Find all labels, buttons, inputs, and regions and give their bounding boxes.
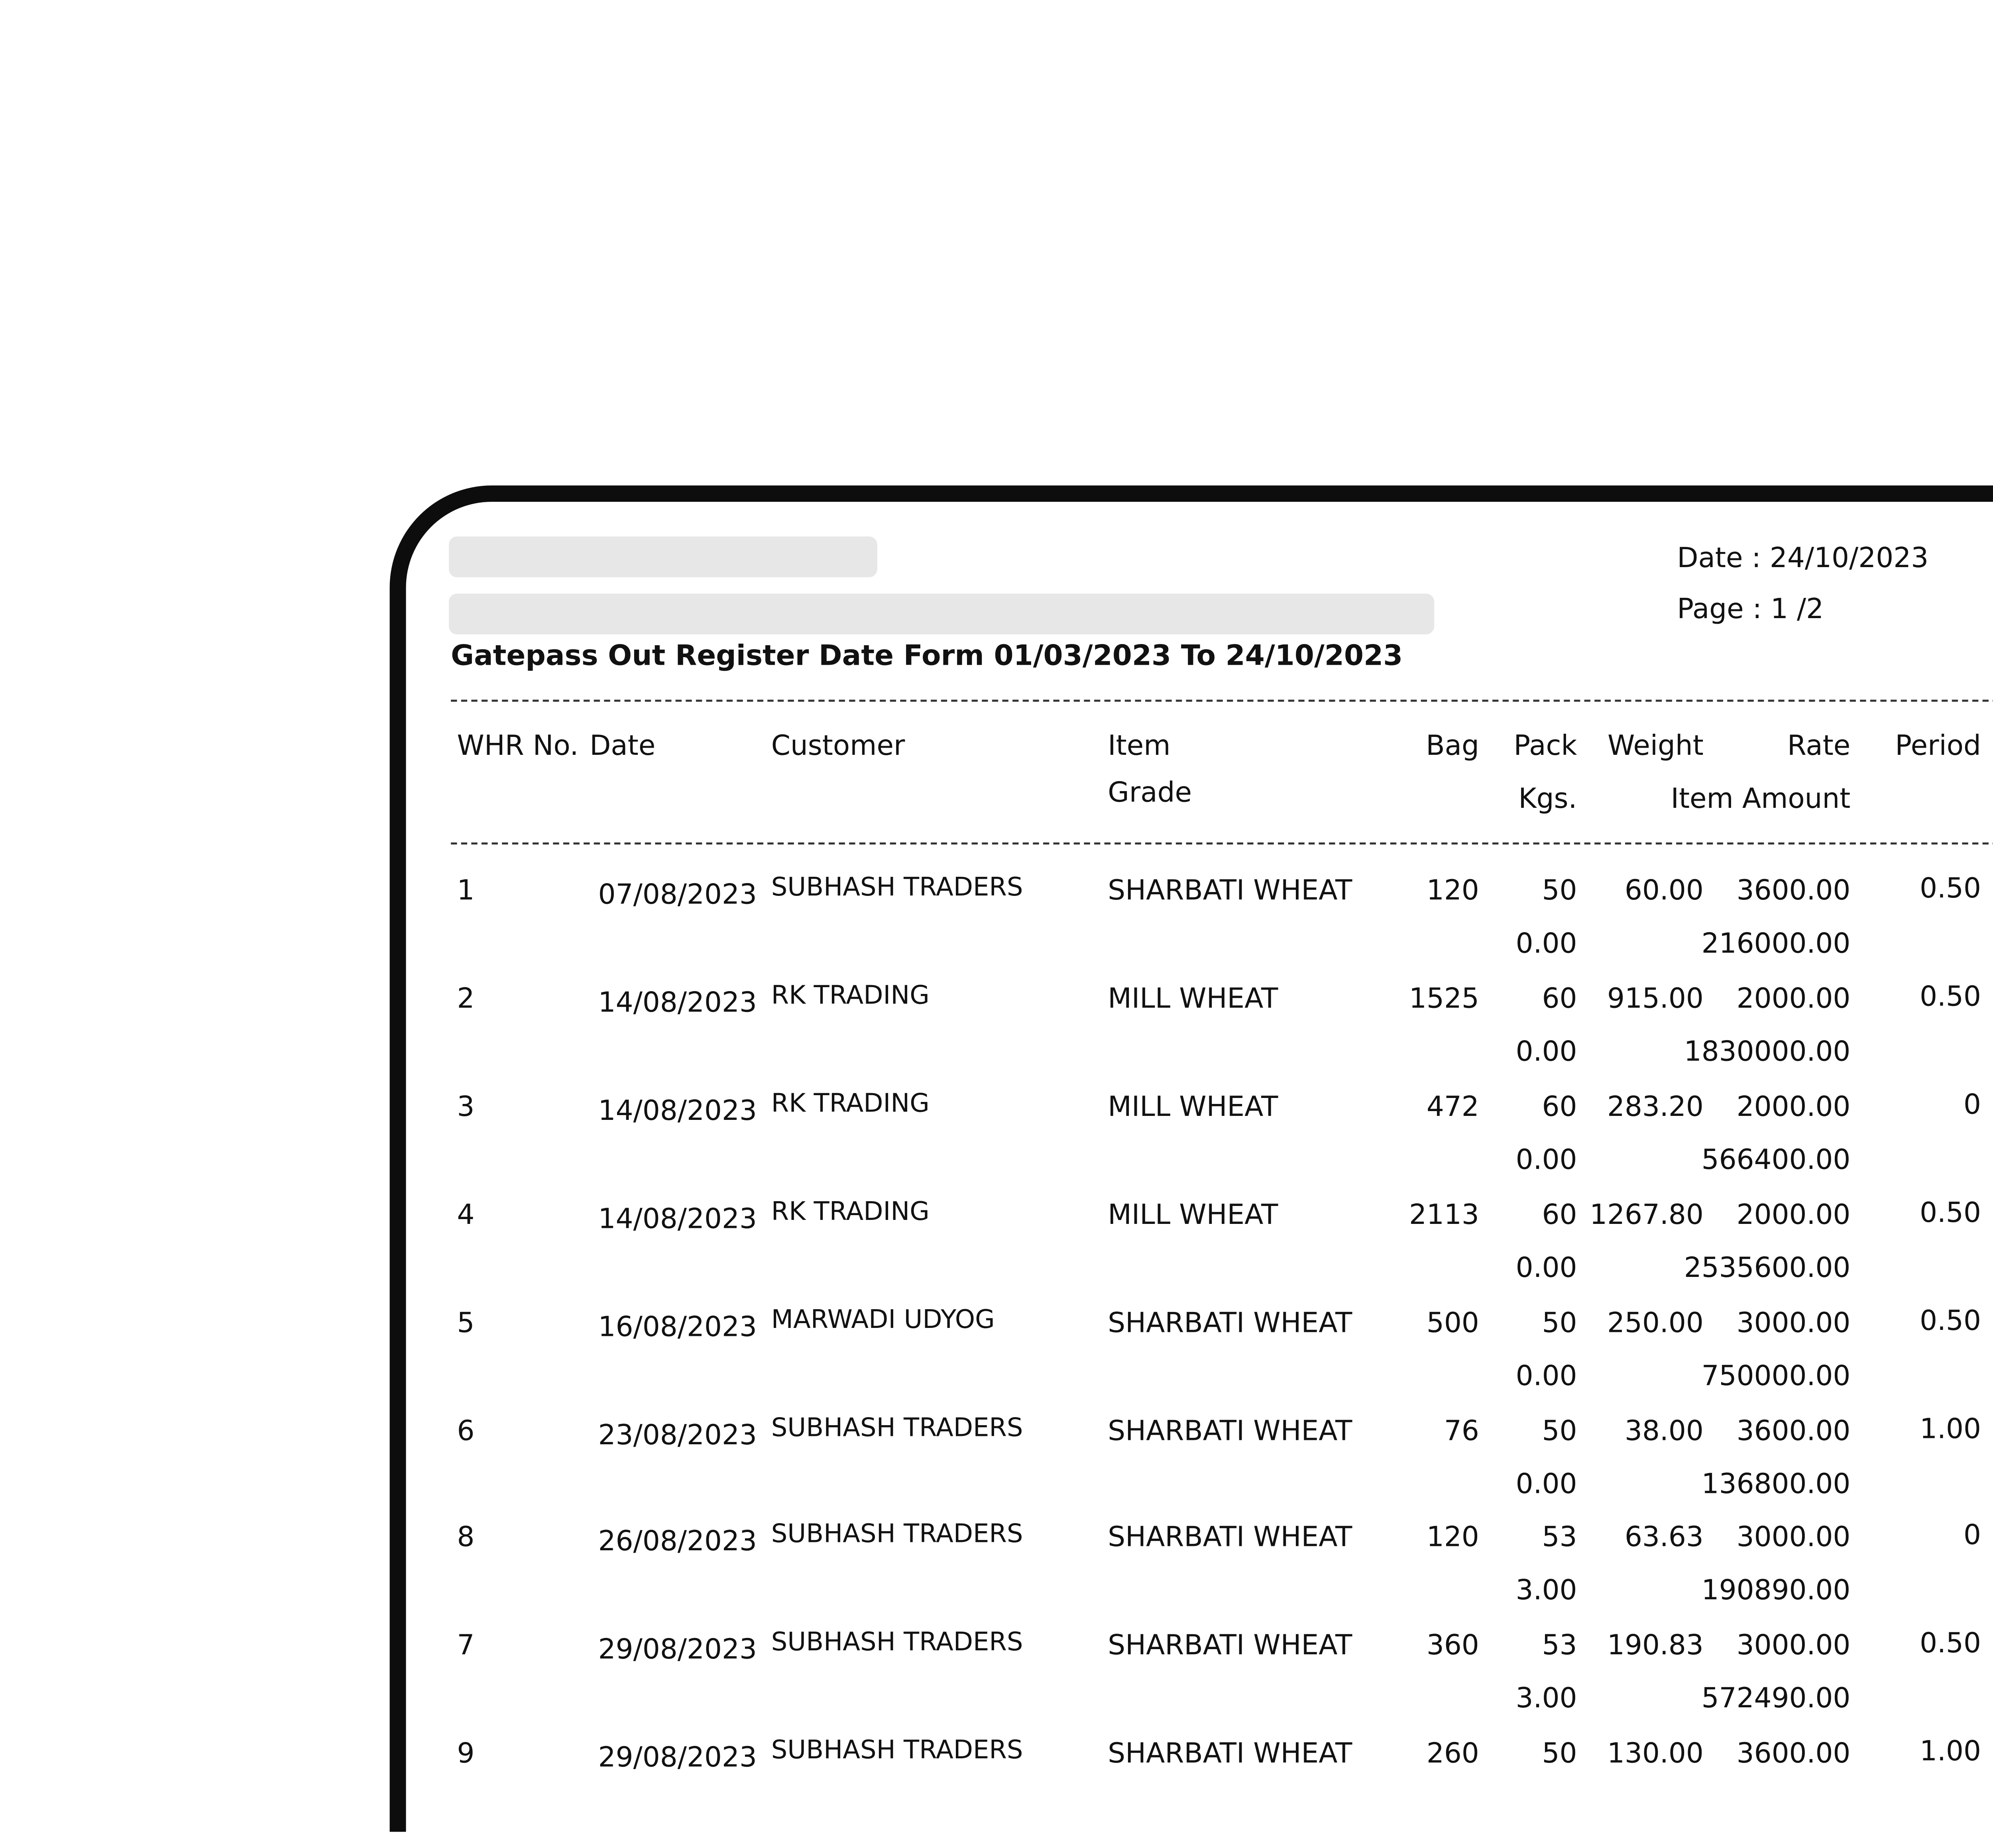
row-weight: 915.00 xyxy=(1607,983,1704,1016)
report-date: Date : 24/10/2023 xyxy=(1677,542,1929,575)
row-whr-no: 6 xyxy=(457,1414,475,1447)
row-date: 26/08/2023 xyxy=(598,1526,757,1559)
column-header-item: Item xyxy=(1108,730,1171,763)
row-item: SHARBATI WHEAT xyxy=(1108,1522,1352,1555)
row-kgs: 3.00 xyxy=(1515,1575,1577,1608)
row-customer: SUBHASH TRADERS xyxy=(771,1518,1023,1549)
row-pack: 60 xyxy=(1542,1091,1577,1124)
row-whr-no: 1 xyxy=(457,875,475,908)
row-rate: 2000.00 xyxy=(1736,983,1851,1016)
row-item: SHARBATI WHEAT xyxy=(1108,1738,1352,1771)
report-title: Gatepass Out Register Date Form 01/03/2023 To 24/10/2023 xyxy=(451,640,1403,674)
column-header-grade: Grade xyxy=(1108,777,1192,810)
row-customer: RK TRADING xyxy=(771,979,930,1010)
row-kgs: 0.00 xyxy=(1515,928,1577,961)
row-pack: 53 xyxy=(1542,1522,1577,1555)
row-customer: SUBHASH TRADERS xyxy=(771,871,1023,902)
row-date: 29/08/2023 xyxy=(598,1634,757,1667)
redacted-company-address xyxy=(449,593,1434,634)
column-header-date: Date xyxy=(590,730,656,763)
row-amount xyxy=(1957,1142,1993,1174)
column-header-stor-rate xyxy=(1957,730,1993,763)
row-stor-rate xyxy=(1957,981,1993,1013)
row-pack: 50 xyxy=(1542,875,1577,908)
header-top-rule xyxy=(451,700,1993,702)
row-rate: 3600.00 xyxy=(1736,875,1851,908)
row-pack: 60 xyxy=(1542,1199,1577,1231)
row-whr-no: 2 xyxy=(457,983,475,1016)
column-header-item-amount: Item Amount xyxy=(1671,783,1851,816)
row-rate: 3000.00 xyxy=(1736,1306,1851,1339)
row-item: MILL WHEAT xyxy=(1108,983,1278,1016)
row-stor-rate xyxy=(1957,1197,1993,1229)
row-period: 1.00 xyxy=(1920,1412,1981,1445)
row-whr-no: 3 xyxy=(457,1091,475,1124)
row-amount xyxy=(1957,1466,1993,1498)
row-pack: 60 xyxy=(1542,983,1577,1016)
row-stor-rate xyxy=(1957,1089,1993,1121)
row-item-amount: 216000.00 xyxy=(1701,928,1851,961)
row-bag: 472 xyxy=(1426,1091,1479,1124)
column-header-amount xyxy=(1957,783,1993,816)
row-item-amount: 1830000.00 xyxy=(1684,1036,1851,1069)
row-customer: SUBHASH TRADERS xyxy=(771,1734,1023,1765)
row-item: SHARBATI WHEAT xyxy=(1108,1306,1352,1339)
row-pack: 53 xyxy=(1542,1630,1577,1663)
report-page[interactable] xyxy=(406,502,1993,1848)
row-stor-rate xyxy=(1957,1305,1993,1337)
row-item-amount: 136800.00 xyxy=(1701,1467,1851,1500)
row-amount xyxy=(1957,1358,1993,1390)
row-customer: SUBHASH TRADERS xyxy=(771,1410,1023,1441)
row-kgs: 0.00 xyxy=(1515,1359,1577,1392)
row-period: 1.00 xyxy=(1920,1736,1981,1769)
row-rate: 3000.00 xyxy=(1736,1630,1851,1663)
row-customer: RK TRADING xyxy=(771,1087,930,1117)
row-amount xyxy=(1957,1034,1993,1066)
row-stor-rate xyxy=(1957,1412,1993,1445)
row-pack: 50 xyxy=(1542,1738,1577,1771)
row-kgs: 0.00 xyxy=(1515,1252,1577,1284)
column-header-bag: Bag xyxy=(1426,730,1479,763)
row-period: 0.50 xyxy=(1920,1304,1981,1337)
row-amount xyxy=(1957,1573,1993,1606)
row-rate: 3600.00 xyxy=(1736,1414,1851,1447)
row-date: 29/08/2023 xyxy=(598,1742,757,1775)
row-customer: MARWADI UDYOG xyxy=(771,1302,995,1333)
row-item-amount: 190890.00 xyxy=(1701,1575,1851,1608)
row-kgs: 0.00 xyxy=(1515,1036,1577,1069)
row-date: 14/08/2023 xyxy=(598,987,757,1020)
row-whr-no: 5 xyxy=(457,1306,475,1339)
row-period: 0.50 xyxy=(1920,981,1981,1014)
column-header-rate: Rate xyxy=(1787,730,1851,763)
row-period: 0 xyxy=(1963,1520,1981,1553)
row-item: SHARBATI WHEAT xyxy=(1108,1414,1352,1447)
row-bag: 2113 xyxy=(1409,1199,1479,1231)
row-date: 07/08/2023 xyxy=(598,879,757,912)
row-item-amount: 750000.00 xyxy=(1701,1359,1851,1392)
column-header-customer: Customer xyxy=(771,730,905,763)
row-customer: RK TRADING xyxy=(771,1194,930,1225)
row-rate: 2000.00 xyxy=(1736,1091,1851,1124)
row-whr-no: 8 xyxy=(457,1522,475,1555)
row-stor-rate xyxy=(1957,1520,1993,1553)
row-item: MILL WHEAT xyxy=(1108,1199,1278,1231)
row-item: MILL WHEAT xyxy=(1108,1091,1278,1124)
row-whr-no: 4 xyxy=(457,1199,475,1231)
row-item: SHARBATI WHEAT xyxy=(1108,875,1352,908)
row-weight: 130.00 xyxy=(1607,1738,1704,1771)
column-header-pack: Pack xyxy=(1513,730,1577,763)
row-item-amount: 566400.00 xyxy=(1701,1144,1851,1177)
row-item-amount: 572490.00 xyxy=(1701,1683,1851,1716)
row-item: SHARBATI WHEAT xyxy=(1108,1630,1352,1663)
row-date: 14/08/2023 xyxy=(598,1095,757,1128)
row-amount xyxy=(1957,1681,1993,1714)
row-weight: 1267.80 xyxy=(1590,1199,1704,1231)
row-kgs: 0.00 xyxy=(1515,1467,1577,1500)
row-rate: 3000.00 xyxy=(1736,1522,1851,1555)
column-header-kgs: Kgs. xyxy=(1518,783,1577,816)
row-stor-rate xyxy=(1957,1736,1993,1769)
column-header-whr-no: WHR No. xyxy=(457,730,579,763)
row-period: 0.50 xyxy=(1920,1196,1981,1229)
row-stor-rate xyxy=(1957,873,1993,906)
row-pack: 50 xyxy=(1542,1306,1577,1339)
row-period: 0 xyxy=(1963,1089,1981,1122)
row-kgs: 0.00 xyxy=(1515,1144,1577,1177)
row-date: 23/08/2023 xyxy=(598,1418,757,1451)
row-customer: SUBHASH TRADERS xyxy=(771,1626,1023,1657)
row-rate: 2000.00 xyxy=(1736,1199,1851,1231)
row-bag: 1525 xyxy=(1409,983,1479,1016)
row-bag: 120 xyxy=(1426,875,1479,908)
redacted-company-name xyxy=(449,536,877,577)
row-kgs: 3.00 xyxy=(1515,1683,1577,1716)
row-amount xyxy=(1957,926,1993,959)
column-header-period: Period xyxy=(1895,730,1981,763)
row-date: 16/08/2023 xyxy=(598,1311,757,1343)
row-weight: 60.00 xyxy=(1625,875,1704,908)
row-weight: 38.00 xyxy=(1625,1414,1704,1447)
row-stor-rate xyxy=(1957,1628,1993,1661)
row-bag: 120 xyxy=(1426,1522,1479,1555)
row-item-amount: 2535600.00 xyxy=(1684,1252,1851,1284)
row-bag: 260 xyxy=(1426,1738,1479,1771)
row-rate: 3600.00 xyxy=(1736,1738,1851,1771)
row-pack: 50 xyxy=(1542,1414,1577,1447)
row-weight: 63.63 xyxy=(1625,1522,1704,1555)
row-bag: 360 xyxy=(1426,1630,1479,1663)
row-date: 14/08/2023 xyxy=(598,1203,757,1236)
row-bag: 76 xyxy=(1444,1414,1479,1447)
row-whr-no: 7 xyxy=(457,1630,475,1663)
row-amount xyxy=(1957,1250,1993,1282)
row-weight: 250.00 xyxy=(1607,1306,1704,1339)
row-bag: 500 xyxy=(1426,1306,1479,1339)
header-bottom-rule xyxy=(451,842,1993,844)
row-period: 0.50 xyxy=(1920,873,1981,906)
row-weight: 283.20 xyxy=(1607,1091,1704,1124)
row-period: 0.50 xyxy=(1920,1628,1981,1661)
report-page-number: Page : 1 /2 xyxy=(1677,593,1824,626)
row-whr-no: 9 xyxy=(457,1738,475,1771)
column-header-weight: Weight xyxy=(1608,730,1704,763)
row-weight: 190.83 xyxy=(1607,1630,1704,1663)
